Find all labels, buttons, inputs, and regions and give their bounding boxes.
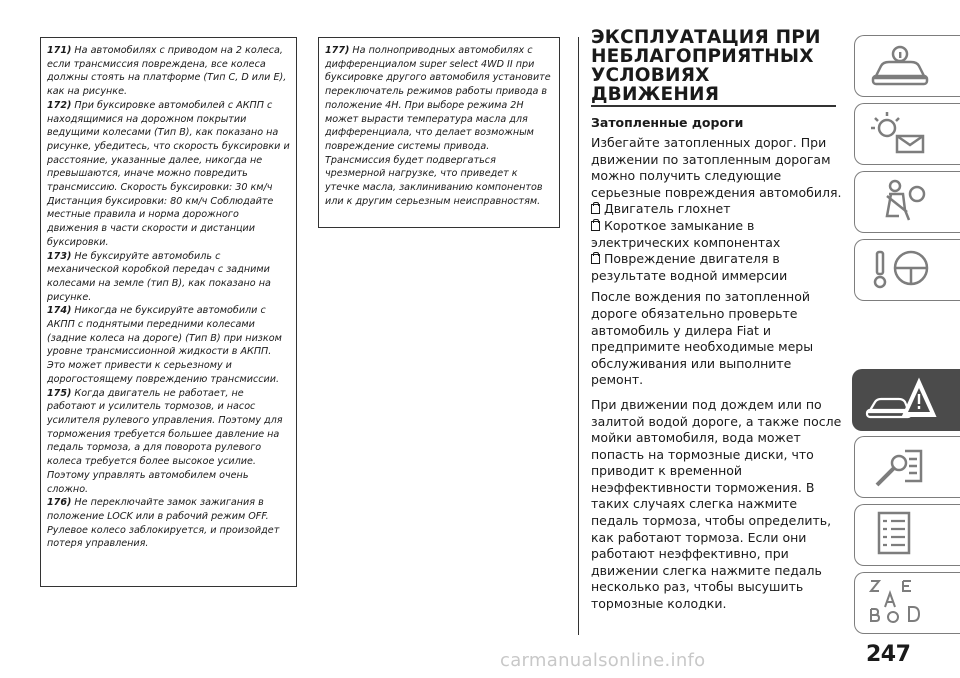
intro-paragraph: Избегайте затопленных дорог. При движении по затопленным дорогам можно получить следующие серьезные повреждения автомобиля. xyxy=(591,135,842,200)
tab-emergency[interactable] xyxy=(852,369,960,431)
section-title: ЭКСПЛУАТАЦИЯ ПРИ НЕБЛАГОПРИЯТНЫХ УСЛОВИЯХ ДВИЖЕНИЯ xyxy=(591,27,821,105)
tab-car-info[interactable] xyxy=(854,35,960,97)
column-divider xyxy=(578,37,579,635)
notes-box-middle xyxy=(318,37,560,228)
paragraph-wet-brakes: При движении под дождем или по залитой водой дороге, а также после мойки автомобиля, вода может попасть на тормозные диски, что приводит к временной неэффективности торможения. В таких случаях слегка нажмите педаль тормоза, чтобы определить, как работают тормоза. Если они работают неэффективно, при движении слегка нажмите педаль несколько раз, чтобы высушить тормозные колодки. xyxy=(591,396,842,612)
notes-box-left xyxy=(40,37,297,587)
note-177: 177) На полноприводных автомобилях с дифференциалом super select 4WD II при буксировке другого автомобиля установите переключатель режимов работы привода в положение 4H. При выборе режима 2H может вырасти температура масла для дифференциала, что делает возможным повреждение системы привода. Трансмиссия будет подвергаться чрезмерной нагрузке, что приведет к утечке масла, заклиниванию компонентов или к другим серьезным неисправностям. xyxy=(325,45,551,207)
tab-starting-driving[interactable] xyxy=(854,239,960,301)
paragraph-dealer-check: После вождения по затопленной дороге обязательно проверьте автомобиль у дилера Fiat и предпримите необходимые меры обслуживания или выполните ремонт. xyxy=(591,289,814,388)
dashboard-lights-icon xyxy=(865,108,935,160)
damage-list xyxy=(591,201,843,284)
page-number: 247 xyxy=(866,642,911,667)
list-item: Двигатель глохнет xyxy=(591,201,843,218)
index-letters-icon xyxy=(865,577,935,629)
checkbox-bullet-icon xyxy=(591,221,600,231)
car-info-icon xyxy=(865,40,935,92)
note-175: 175) Когда двигатель не работает, не работают и усилитель тормозов, и насос усилителя рулевого управления. Поэтому для торможения требуется большее давление на педаль тормоза, а для поворота рулевого колеса требуется более высокое усилие. Поэтому управлять автомобилем очень сложно. xyxy=(47,387,283,495)
checkbox-bullet-icon xyxy=(591,204,600,214)
steering-wheel-key-icon xyxy=(865,244,935,296)
note-173: 173) Не буксируйте автомобиль с механической коробкой передач с задними колесами на земле (тип B), как показано на рисунке. xyxy=(47,250,271,303)
title-underline xyxy=(591,105,836,107)
technical-data-icon xyxy=(865,509,935,561)
tab-safety[interactable] xyxy=(854,171,960,233)
section-content xyxy=(591,28,843,613)
checkbox-bullet-icon xyxy=(591,254,600,264)
seatbelt-airbag-icon xyxy=(865,176,935,228)
list-item: Повреждение двигателя в результате водной иммерсии xyxy=(591,251,788,283)
tab-dashboard-lights[interactable] xyxy=(854,103,960,165)
note-174: 174) Никогда не буксируйте автомобили с АКПП с поднятыми передними колесами (задние колеса на дороге) (Тип B) при низком уровне трансмиссионной жидкости в АКПП. Это может привести к серьезному и дорогостоящему повреждению трансмиссии. xyxy=(47,305,282,385)
maintenance-tools-icon xyxy=(865,441,935,493)
section-subtitle: Затопленные дороги xyxy=(591,115,744,130)
tab-maintenance[interactable] xyxy=(854,436,960,498)
note-171: 171) На автомобилях с приводом на 2 колеса, если трансмиссия повреждена, все колеса должны стоять на платформе (Тип C, D или E), как на рисунке. xyxy=(47,45,287,98)
tab-index[interactable] xyxy=(854,572,960,634)
tab-technical-data[interactable] xyxy=(854,504,960,566)
note-172: 172) При буксировке автомобилей с АКПП с находящимися на дорожном покрытии ведущими колесами (Тип B), как показано на рисунке, убедитесь, что скорость буксировки и расстояние, указанные далее, никогда не превышаются, иначе можно повредить трансмиссию. Скорость буксировки: 30 км/ч Дистанция буксировки: 80 км/ч Соблюдайте местные правила и норма дорожного движения в части скорости и дистанции буксировки. xyxy=(47,99,290,248)
list-item: Короткое замыкание в электрических компонентах xyxy=(591,217,781,250)
watermark-text: carmanualsonline.info xyxy=(500,650,706,671)
note-176: 176) Не переключайте замок зажигания в положение LOCK или в рабочий режим OFF. Рулевое колесо заблокируется, и произойдет потеря управления. xyxy=(47,497,280,550)
warning-triangle-car-icon xyxy=(863,374,939,426)
